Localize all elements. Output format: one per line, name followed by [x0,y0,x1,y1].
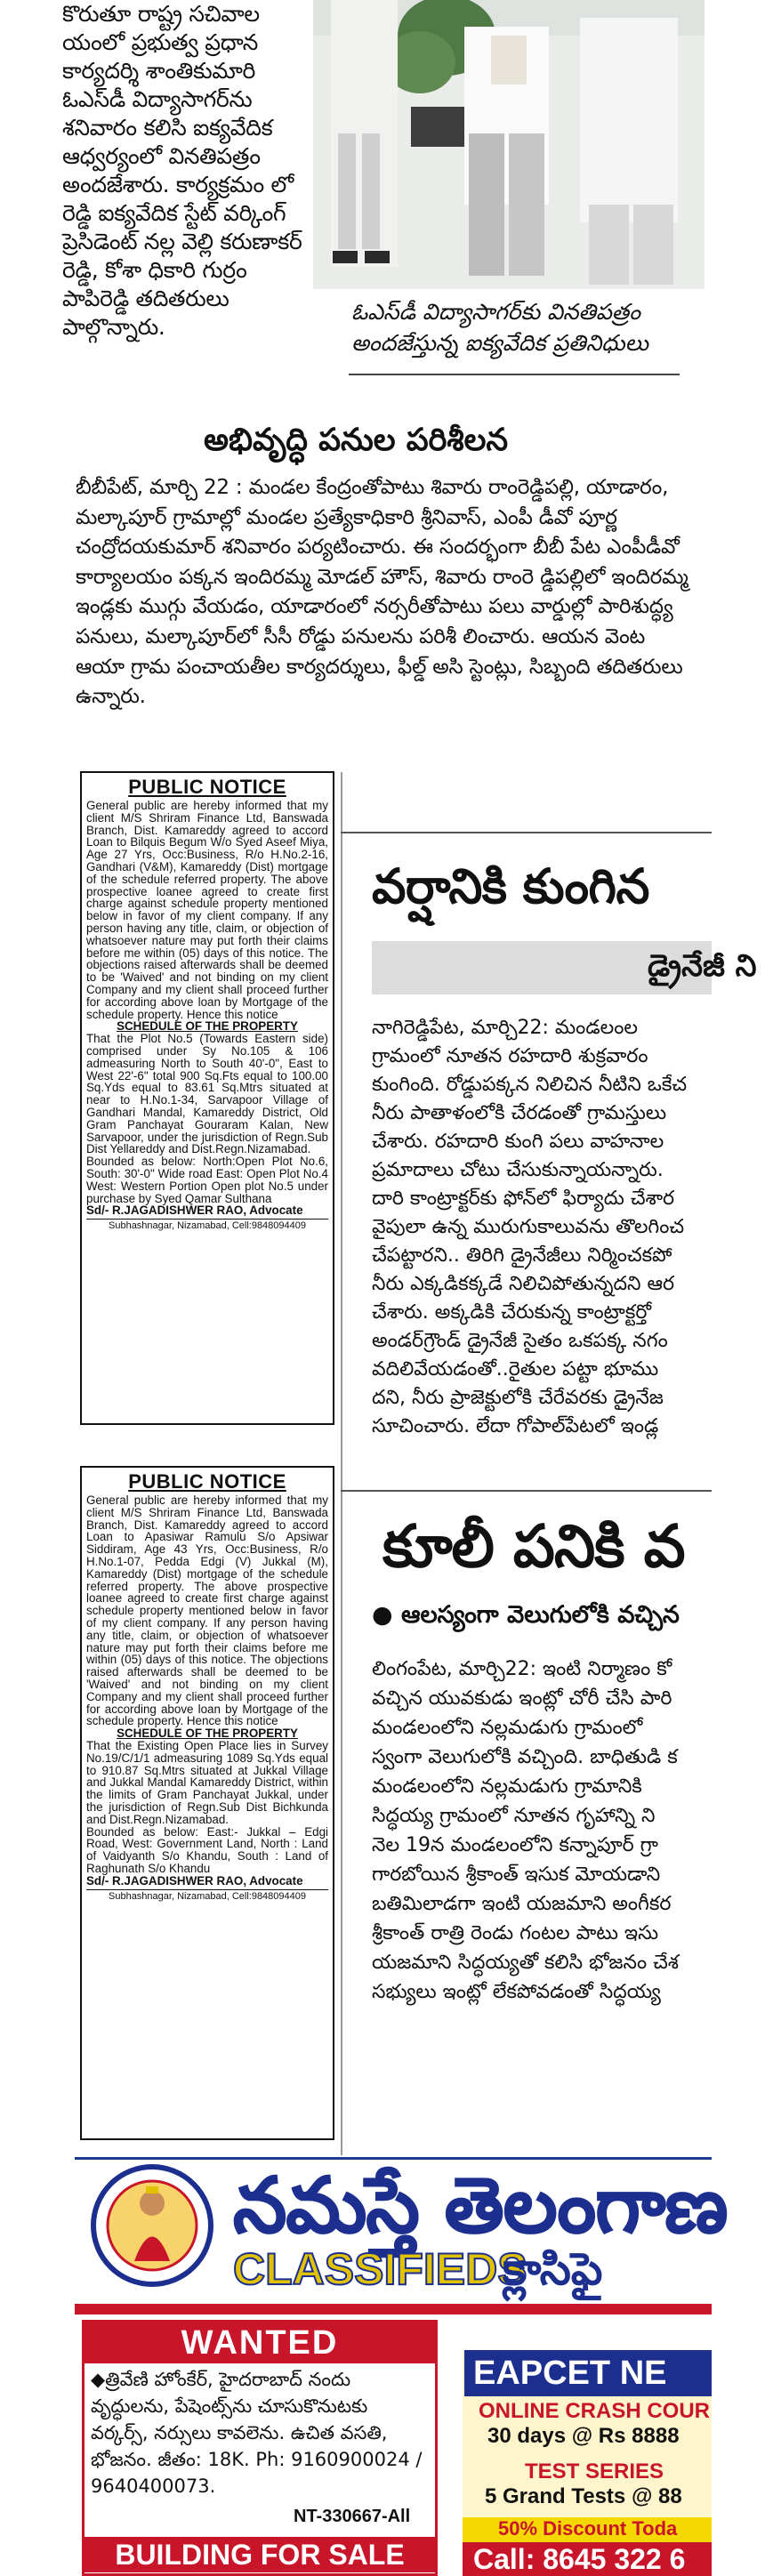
bounded-text: Bounded as below: North:Open Plot No.6, South: 30'-0" Wide road East: Open Plot No.4 West: Western Portion Open plot No.5 under purchase by Syed Qamar Sulthana [86,1155,328,1205]
schedule-text: That the Plot No.5 (Towards Eastern side) comprised under Sy No.105 & 106 admeasuring North to South 40'-0", East to West 22'-6" total 900 Sq.Fts equal to 100.00 Sq.Yds equal to 83.61 Sq.Mtrs situated at near to H.No.1-34, Sarvapoor Village of Gandhari Mandal, Kamareddy District, Old Gram Panchayat Gouraram Kalan, New Sarvapoor, under the jurisdiction of Regn.Sub Dist Yellareddy and Dist.Regn.Nizamabad. [86,1032,328,1156]
building-for-sale-heading: BUILDING FOR SALE [85,2537,435,2572]
advocate-signature: Sd/- R.JAGADISHWER RAO, Advocate [86,1203,303,1218]
advocate-signature: Sd/- R.JAGADISHWER RAO, Advocate [86,1873,303,1888]
article-line: నీరు పాతాళంలోకి చేరడంతో గ్రామస్తులు [372,1102,667,1124]
eapcet-line: 30 days @ Rs 8888 [487,2424,680,2448]
article-line: కుంగింది. రోడ్డుపక్కన నిలిచిన నీటిని ఒకేచ [372,1074,688,1096]
article-line: శ్రీకాంత్ రాత్రి రెండు గంటల పాటు ఇసు [372,1922,659,1944]
eapcet-line: 5 Grand Tests @ 88 [485,2484,682,2508]
article-body [372,1654,712,2153]
schedule-title: SCHEDULE OF THE PROPERTY [117,1019,298,1034]
article-line: నాగిరెడ్డిపేట, మార్చి22: మండలంల [372,1017,638,1039]
article-line: నీరు ఎక్కడికక్కడే నిలిచిపోతున్నదని ఆర [372,1273,675,1295]
article-line: మండలంలోని నల్లమడుగు గ్రామానికి [372,1775,642,1798]
article-line: వదిలివేయడంతో..రైతుల పట్టా భూము [372,1358,659,1381]
article-subhead: ● ఆలస్యంగా వెలుగులోకి వచ్చిన [372,1601,680,1629]
article-subhead: డ్రైనేజీ ని [648,948,757,984]
article-line: నెల 19న మండలంలోని కన్నాపూర్ గ్రా [372,1834,658,1856]
article-line: లింగంపేట, మార్చి22: ఇంటి నిర్మాణం కో [372,1658,672,1680]
top-article-body: కొరుతూ రాష్ట్ర సచివాల యంలో ప్రభుత్వ ప్రధాన కార్యదర్శి శాంతికుమారి ఓఎస్‌డీ విద్యాసాగర్‌ను శనివారం కలిసి ఐక్యవేదిక ఆధ్వర్యంలో వినతిపత్రం అందజేశారు. కార్యక్రమం లో రెడ్డి ఐక్యవేదిక స్టేట్ వర్కింగ్ ప్రెసిడెంట్ నల్ల వెల్లి కరుణాకర్ రెడ్డి, కోశా ధికారి గుర్రం పాపిరెడ్డి తదితరులు పాల్గొన్నారు. [62,1,302,340]
news-photo [313,0,705,289]
article-line: బతిమిలాడగా ఇంటి యజమాని అంగీకర [372,1893,672,1915]
bounded-text: Bounded as below: East:- Jukkal – Edgi Road, West: Government Land, North : Land of Vaidyanth S/o Khandu, South : Land of Raghunath S/o Khandu [86,1824,328,1875]
article-line: సూచించారు. లేదా గోపాల్‌పేటలో ఇండ్ల [372,1415,659,1437]
eapcet-ad-title: EAPCET NE [464,2350,712,2396]
article-line: గారబోయిన శ్రీకాంత్ ఇసుక మోయడాని [372,1864,661,1886]
eapcet-line: ONLINE CRASH COUR [479,2399,711,2423]
wanted-ad-title: WANTED [85,2322,435,2363]
eapcet-phone: Call: 8645 322 6 [463,2542,712,2576]
classifieds-logo [85,2163,219,2288]
article-headline: కూలీ పనికి వ [382,1512,685,1581]
advocate-address: Subhashnagar, Nizamabad, Cell:9848094409 [86,1889,328,1904]
schedule-text: That the Existing Open Place lies in Survey No.19/C/1/1 admeasuring 1089 Sq.Yds equal to 910.87 Sq.Mtrs situated at Jukkal Village and Jukkal Mandal Kamareddy District, within the limits of Gram Panchayat Jukkal, under the jurisdiction of Regn.Sub Dist Bichkunda and Dist.Regn.Nizamabad. [86,1738,328,1826]
article-headline: వర్షానికి కుంగిన [372,858,649,914]
notice-title: PUBLIC NOTICE [128,776,286,798]
article-line: దారి కాంట్రాక్టర్‌కు ఫోన్‌లో ఫిర్యాదు చేశార [372,1187,675,1210]
section-divider [341,832,712,833]
section-divider [341,1490,712,1492]
photo-people-illustration [313,0,705,289]
article-line: యజమాని సిద్ధయ్యతో కలిసి భోజనం చేశ [372,1952,679,1974]
caption-divider [349,374,680,375]
photo-caption: ఓఎస్‌డీ విద్యాసాగర్‌కు వినతిపత్రం అందజేస్తున్న ఐక్యవేదిక ప్రతినిధులు [351,299,648,356]
article-line: గ్రామంలో నూతన రహదారి శుక్రవారం [372,1045,648,1067]
banner-red-band [75,2304,712,2314]
banner-title: నమస్తే తెలంగాణ [233,2161,728,2250]
article-line: చేశారు. రహదారి కుంగి పలు వాహనాల [372,1131,664,1153]
banner-classifieds-telugu: క్లాసిఫై [503,2243,603,2295]
article-line: చేపట్టారని.. తిరిగి డ్రైనేజీలు నిర్మించకపో [372,1244,672,1267]
article-line: సభ్యులు ఇంట్లో లేకపోవడంతో సిద్ధయ్య [372,1981,661,2003]
notice-title: PUBLIC NOTICE [128,1470,286,1493]
article-line: చేశారు. అక్కడికి చేరుకున్న కాంట్రాక్టర్తో [372,1301,652,1324]
article-line: ప్రమాదాలు చోటు చేసుకున్నాయన్నారు. [372,1159,664,1181]
article-headline: అభివృద్ధి పనుల పరిశీలన [203,423,509,458]
eapcet-line: TEST SERIES [525,2459,664,2483]
notice-body: General public are hereby informed that my client M/S Shriram Finance Ltd, Banswada Branch, Dist. Kamareddy agreed to accord Loan to Apasiwar Ramulu S/o Apsiwar Siddiram, Age 43 Yrs, Occ:Business, R/o H.No.1-07, Pedda Edgi (V) Jukkal (M), Kamareddy (Dist) mortgage of the schedule referred property. The above prospective loanee agreed to create first charge against schedule property mentioned below in favor of my client company. If any person having any title, claim, or objection of whatsoever nature may put forth their claims before me within (05) days of this notice. The objections raised afterwards shall be deemed to be 'Waived' and not binding on my client Company and my client shall proceed further for according above loan by Mortgage of the schedule property. Hence this notice [86,1493,328,1728]
banner-classifieds-label: CLASSIFIEDS [233,2244,527,2294]
article-body [372,1014,712,1477]
article-line: వైపులా ఉన్న మురుగుకాలువను తొలగించ [372,1216,685,1238]
article-line: సిద్ధయ్య గ్రామంలో నూతన గృహాన్ని ని [372,1805,656,1827]
article-body: బీబీపేట్, మార్చి 22 : మండల కేంద్రంతోపాటు శివారు రాంరెడ్డిపల్లి, యాడారం, మల్కాపూర్ గ్రామాల్లో మండల ప్రత్యేకాధికారి శ్రీనివాస్, ఎంపీ డీవో పూర్ణ చంద్రోదయకుమార్ శనివారం పర్యటించారు. ఈ సందర్భంగా బీబీ పేట ఎంపీడీవో కార్యాలయం పక్కన ఇందిరమ్మ మోడల్ హౌస్, శివారు రాంరె డ్డిపల్లిలో ఇందిరమ్మ ఇండ్లకు ముగ్గు వేయడం, యాడారంలో నర్సరీతోపాటు పలు వార్డుల్లో పారిశుద్ధ్య పనులు, మల్కాపూర్‌లో సీసీ రోడ్డు పనులను పరిశీ లించారు. ఆయన వెంట ఆయా గ్రామ పంచాయతీల కార్యదర్శులు, ఫీల్డ్ అసి స్టెంట్లు, సిబ్బంది తదితరులు ఉన్నారు. [76,476,688,709]
schedule-title: SCHEDULE OF THE PROPERTY [117,1727,298,1741]
goddess-logo-icon [85,2163,219,2288]
notice-body: General public are hereby informed that my client M/S Shriram Finance Ltd, Banswada Branch, Dist. Kamareddy agreed to accord Loan to Bilquis Begum W/o Syed Aseef Miya, Age 27 Yrs, Occ:Business, R/o H.No.2-16, Gandhari (V&M), Kamareddy (Dist) mortgage of the schedule referred property. The above prospective loanee agreed to create first charge against schedule property mentioned below in favor of my client company. If any person having any title, claim, or objection of whatsoever nature may put forth their claims before me within (05) days of this notice. The objections raised afterwards shall be deemed to be 'Waived' and not binding on my client Company and my client shall proceed further for according above loan by Mortgage of the schedule property. Hence this notice [86,799,328,1021]
article-line: దని, నీరు ప్రాజెక్టులోకి చేరేవరకు డ్రైనేజ [372,1387,664,1409]
advocate-address: Subhashnagar, Nizamabad, Cell:9848094409 [86,1219,328,1233]
article-subhead-box [372,941,757,994]
public-notice-1 [80,771,334,1425]
public-notice-2 [80,1466,334,2140]
wanted-ad-body: ◆త్రివేణి హోంకేర్, హైదరాబాద్ నందు వృద్ధులను, పేషెంట్స్‌ను చూసుకొనుటకు వర్కర్స్, నర్సులు కావలెను. ఉచిత వసతి, భోజనం. జీతం: 18K. Ph: 9160900024 / 9640400073. [91,2369,423,2497]
article-line: అండర్‌గ్రౌండ్ డ్రైనేజీ సైతం ఒకపక్క నగం [372,1330,668,1352]
article-line: మండలంలోని నల్లమడుగు గ్రామంలో [372,1717,643,1739]
eapcet-discount: 50% Discount Toda [463,2517,712,2542]
article-line: స్వంగా వెలుగులోకి వచ్చింది. బాధితుడి క [372,1746,678,1768]
wanted-ad-code: NT-330667-All [294,2507,411,2526]
article-line: వచ్చిన యువకుడు ఇంట్లో చోరీ చేసి పారి [372,1687,672,1710]
column-divider [341,772,342,2155]
